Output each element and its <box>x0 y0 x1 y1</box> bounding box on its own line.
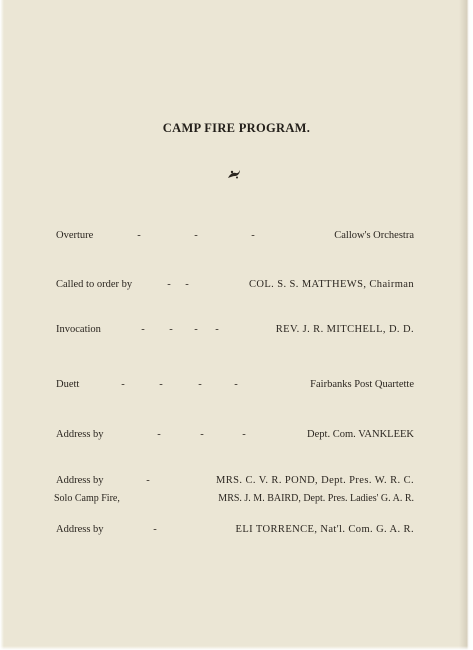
program-item-performer: REV. J. R. MITCHELL, D. D. <box>275 324 414 335</box>
separator-dash: - <box>137 230 141 241</box>
program-item-performer: Dept. Com. VANKLEEK <box>307 429 414 440</box>
program-title: CAMP FIRE PROGRAM. <box>162 121 311 135</box>
separator-dash: - <box>242 429 246 440</box>
separator-dash: - <box>234 379 238 390</box>
program-item-performer: MRS. C. V. R. POND, Dept. Pres. W. R. C. <box>216 475 414 486</box>
program-item-label: Address by <box>56 524 104 535</box>
program-item <box>56 522 414 538</box>
program-item-label: Called to order by <box>56 279 133 290</box>
program-item-performer: COL. S. S. MATTHEWS, Chairman <box>248 279 414 290</box>
separator-dash: - <box>141 324 145 335</box>
program-item-performer: Fairbanks Post Quartette <box>310 379 414 390</box>
program-item-label: Solo Camp Fire, <box>54 493 120 504</box>
program-item <box>56 228 414 244</box>
program-item <box>56 322 414 338</box>
program-item-label: Invocation <box>56 324 101 335</box>
program-item <box>54 491 414 507</box>
separator-dash: - <box>194 230 198 241</box>
program-item-performer: MRS. J. M. BAIRD, Dept. Pres. Ladies' G. A. R. <box>218 493 414 504</box>
program-item-label: Address by <box>56 429 104 440</box>
program-item-label: Address by <box>56 475 104 486</box>
program-item <box>56 427 414 443</box>
separator-dash: - <box>159 379 163 390</box>
program-item-performer: ELI TORRENCE, Nat'l. Com. G. A. R. <box>235 524 414 535</box>
page-edge-left <box>0 0 4 650</box>
separator-dash: - <box>157 429 161 440</box>
program-item <box>56 473 414 489</box>
separator-dash: - <box>251 230 255 241</box>
program-item <box>56 277 414 293</box>
program-item-label: Overture <box>56 230 94 241</box>
fleuron-icon <box>226 168 242 180</box>
separator-dash: - <box>185 279 189 290</box>
separator-dash: - <box>121 379 125 390</box>
separator-dash: - <box>198 379 202 390</box>
separator-dash: - <box>200 429 204 440</box>
program-item-performer: Callow's Orchestra <box>334 230 414 241</box>
separator-dash: - <box>146 475 150 486</box>
program-item <box>56 377 414 393</box>
page-fold-shadow <box>459 0 473 650</box>
separator-dash: - <box>215 324 219 335</box>
separator-dash: - <box>169 324 173 335</box>
separator-dash: - <box>153 524 157 535</box>
page-edge-bottom <box>0 646 473 650</box>
separator-dash: - <box>167 279 171 290</box>
program-item-label: Duett <box>56 379 80 390</box>
separator-dash: - <box>194 324 198 335</box>
